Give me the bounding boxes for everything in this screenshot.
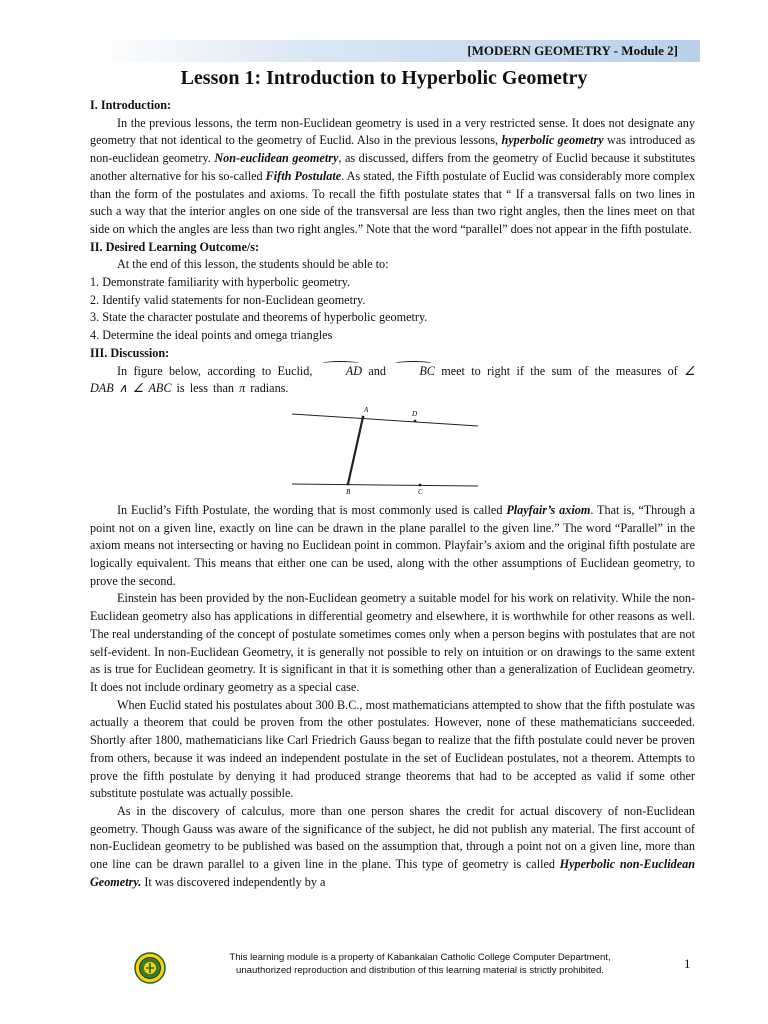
lesson-title: Lesson 1: Introduction to Hyperbolic Geometry bbox=[180, 67, 588, 89]
point-a bbox=[362, 416, 365, 419]
transversal-ab bbox=[348, 417, 363, 484]
text-run: radians. bbox=[245, 381, 289, 396]
intro-paragraph bbox=[90, 115, 695, 239]
text-run: is less than bbox=[171, 381, 240, 396]
page-footer bbox=[0, 952, 768, 992]
line-bc bbox=[292, 484, 478, 486]
point-b bbox=[347, 483, 350, 486]
text-run: meet to right if the sum of the measures of bbox=[434, 363, 685, 378]
text-run: In the previous lessons, the term non-Euclidean geometry is used in a very restricted sense. It does not designate any geometry that not identical to the geometry of Euclid. Also in the previous lessons, bbox=[90, 115, 695, 148]
text-run: and bbox=[362, 363, 393, 378]
text-run: It was discovered independently by a bbox=[141, 874, 326, 889]
ray-bc: BC bbox=[392, 363, 435, 381]
module-header: [MODERN GEOMETRY - Module 2] bbox=[467, 43, 678, 58]
line-ad bbox=[292, 414, 478, 426]
document-body bbox=[90, 97, 695, 891]
text-run: was introduced as non-euclidean geometry. bbox=[90, 133, 695, 166]
ray-ad: AD bbox=[319, 363, 362, 381]
outcome-item: 3. State the character postulate and theorems of hyperbolic geometry. bbox=[90, 310, 428, 325]
point-d bbox=[414, 420, 417, 423]
label-c: C bbox=[418, 487, 423, 496]
outcome-item: 1. Demonstrate familiarity with hyperbolic geometry. bbox=[90, 275, 351, 290]
outcomes-heading: II. Desired Learning Outcome/s: bbox=[90, 239, 260, 254]
emphasis-playfair: Playfair’s axiom bbox=[506, 502, 591, 517]
point-c bbox=[419, 484, 422, 487]
page-number: 1 bbox=[684, 956, 691, 971]
outcome-item: 4. Determine the ideal points and omega triangles bbox=[90, 328, 333, 343]
label-d: D bbox=[412, 409, 418, 418]
copyright-line: unauthorized reproduction and distribution of this learning material is strictly prohibited. bbox=[236, 964, 604, 976]
text-run: . That is, “Through a point not on a given line, exactly on line can be drawn in the plane parallel to the given line.” The word “Parallel” in the axiom means not intersecting or having no Euclidean point in common. Playfair’s axiom and the original fifth postulate are logically equivalent. This means that either one can be used, along with the other assumptions of Euclidean geometry, to prove the second. bbox=[90, 502, 695, 588]
text-run: As in the discovery of calculus, more than one person shares the credit for actual discovery of non-Euclidean geometry. Though Gauss was aware of the significance of the subject, he did not publish any material. The first account of non-Euclidean geometry to be published was based on the assumption that, through a point not on a given line, more than one line can be drawn parallel to a given line in the plane. This type of geometry is called bbox=[90, 803, 695, 872]
text-run: , as discussed, differs from the geometry of Euclid because it substitutes another alternative for his so-called bbox=[90, 151, 695, 183]
euclid-lines-figure bbox=[290, 404, 480, 496]
emphasis-hyperbolic: hyperbolic geometry bbox=[501, 133, 604, 148]
emphasis-hyperbolic-geometry: Hyperbolic non-Euclidean Geometry. bbox=[90, 857, 695, 889]
outcome-item: 2. Identify valid statements for non-Euclidean geometry. bbox=[90, 292, 366, 307]
playfair-paragraph bbox=[90, 502, 695, 591]
discussion-heading: III. Discussion: bbox=[90, 345, 170, 360]
einstein-paragraph: Einstein has been provided by the non-Euclidean geometry a suitable model for his work on relativity. While the non-Euclidean geometry also has applications in differential geometry and elsewhere, it is worthwhile for other reasons as well. The real understanding of the concept of postulate sometimes comes only when a person begins with postulates that are not self-evident. In non-Euclidean Geometry, it is generally not possible to rely on intuition or on drawings to the same extent as is true for Euclidean geometry. It is significant in that it is something other than a generalization of Euclidean geometry. It does not include ordinary geometry as a special case. bbox=[90, 591, 695, 694]
module-header-band bbox=[92, 40, 700, 62]
angle-expression: ∠ DAB ∧ ∠ ABC bbox=[90, 363, 696, 396]
intro-heading: I. Introduction: bbox=[90, 98, 172, 112]
label-b: B bbox=[346, 487, 351, 496]
label-a: A bbox=[364, 405, 369, 414]
text-run: In Euclid’s Fifth Postulate, the wording that is most commonly used is called bbox=[117, 502, 507, 517]
text-run: In figure below, according to Euclid, bbox=[117, 363, 319, 378]
euclid-history-paragraph: When Euclid stated his postulates about 300 B.C., most mathematicians attempted to show that the fifth postulate was actually a theorem that could be proven from the other postulates. However, none of these mathematicians succeeded. Shortly after 1800, mathematicians like Carl Friedrich Gauss began to realize that the fifth postulate could never be proven from others, because it was indeed an independent postulate in the set of Euclidean postulates, not a theorem. Attempts to prove the fifth postulate by denying it had produced strange theorems that had to be accepted as valid if some other substitute postulate was actually possible. bbox=[90, 697, 695, 801]
text-run: . As stated, the Fifth postulate of Euclid was considerably more complex than the form of the postulates and axioms. To recall the fifth postulate states that “ If a transversal falls on two lines in such a way that the interior angles on one side of the transversal are less than two right angles, then the lines meet on that side on which the angles are less than two right angles.” Note that the word “parallel” does not appear in the fifth postulate. bbox=[90, 168, 695, 236]
figure-intro-paragraph bbox=[90, 363, 695, 398]
college-seal-icon bbox=[134, 952, 166, 984]
outcomes-lead: At the end of this lesson, the students should be able to: bbox=[117, 257, 389, 272]
emphasis-non-euclidean: Non-euclidean geometry bbox=[214, 151, 339, 166]
copyright-line: This learning module is a property of Kabankalan Catholic College Computer Department, bbox=[229, 952, 611, 963]
calculus-paragraph bbox=[90, 803, 695, 892]
pi-symbol: π bbox=[239, 381, 246, 396]
copyright-notice bbox=[200, 952, 640, 977]
emphasis-fifth-postulate: Fifth Postulate bbox=[265, 168, 342, 183]
